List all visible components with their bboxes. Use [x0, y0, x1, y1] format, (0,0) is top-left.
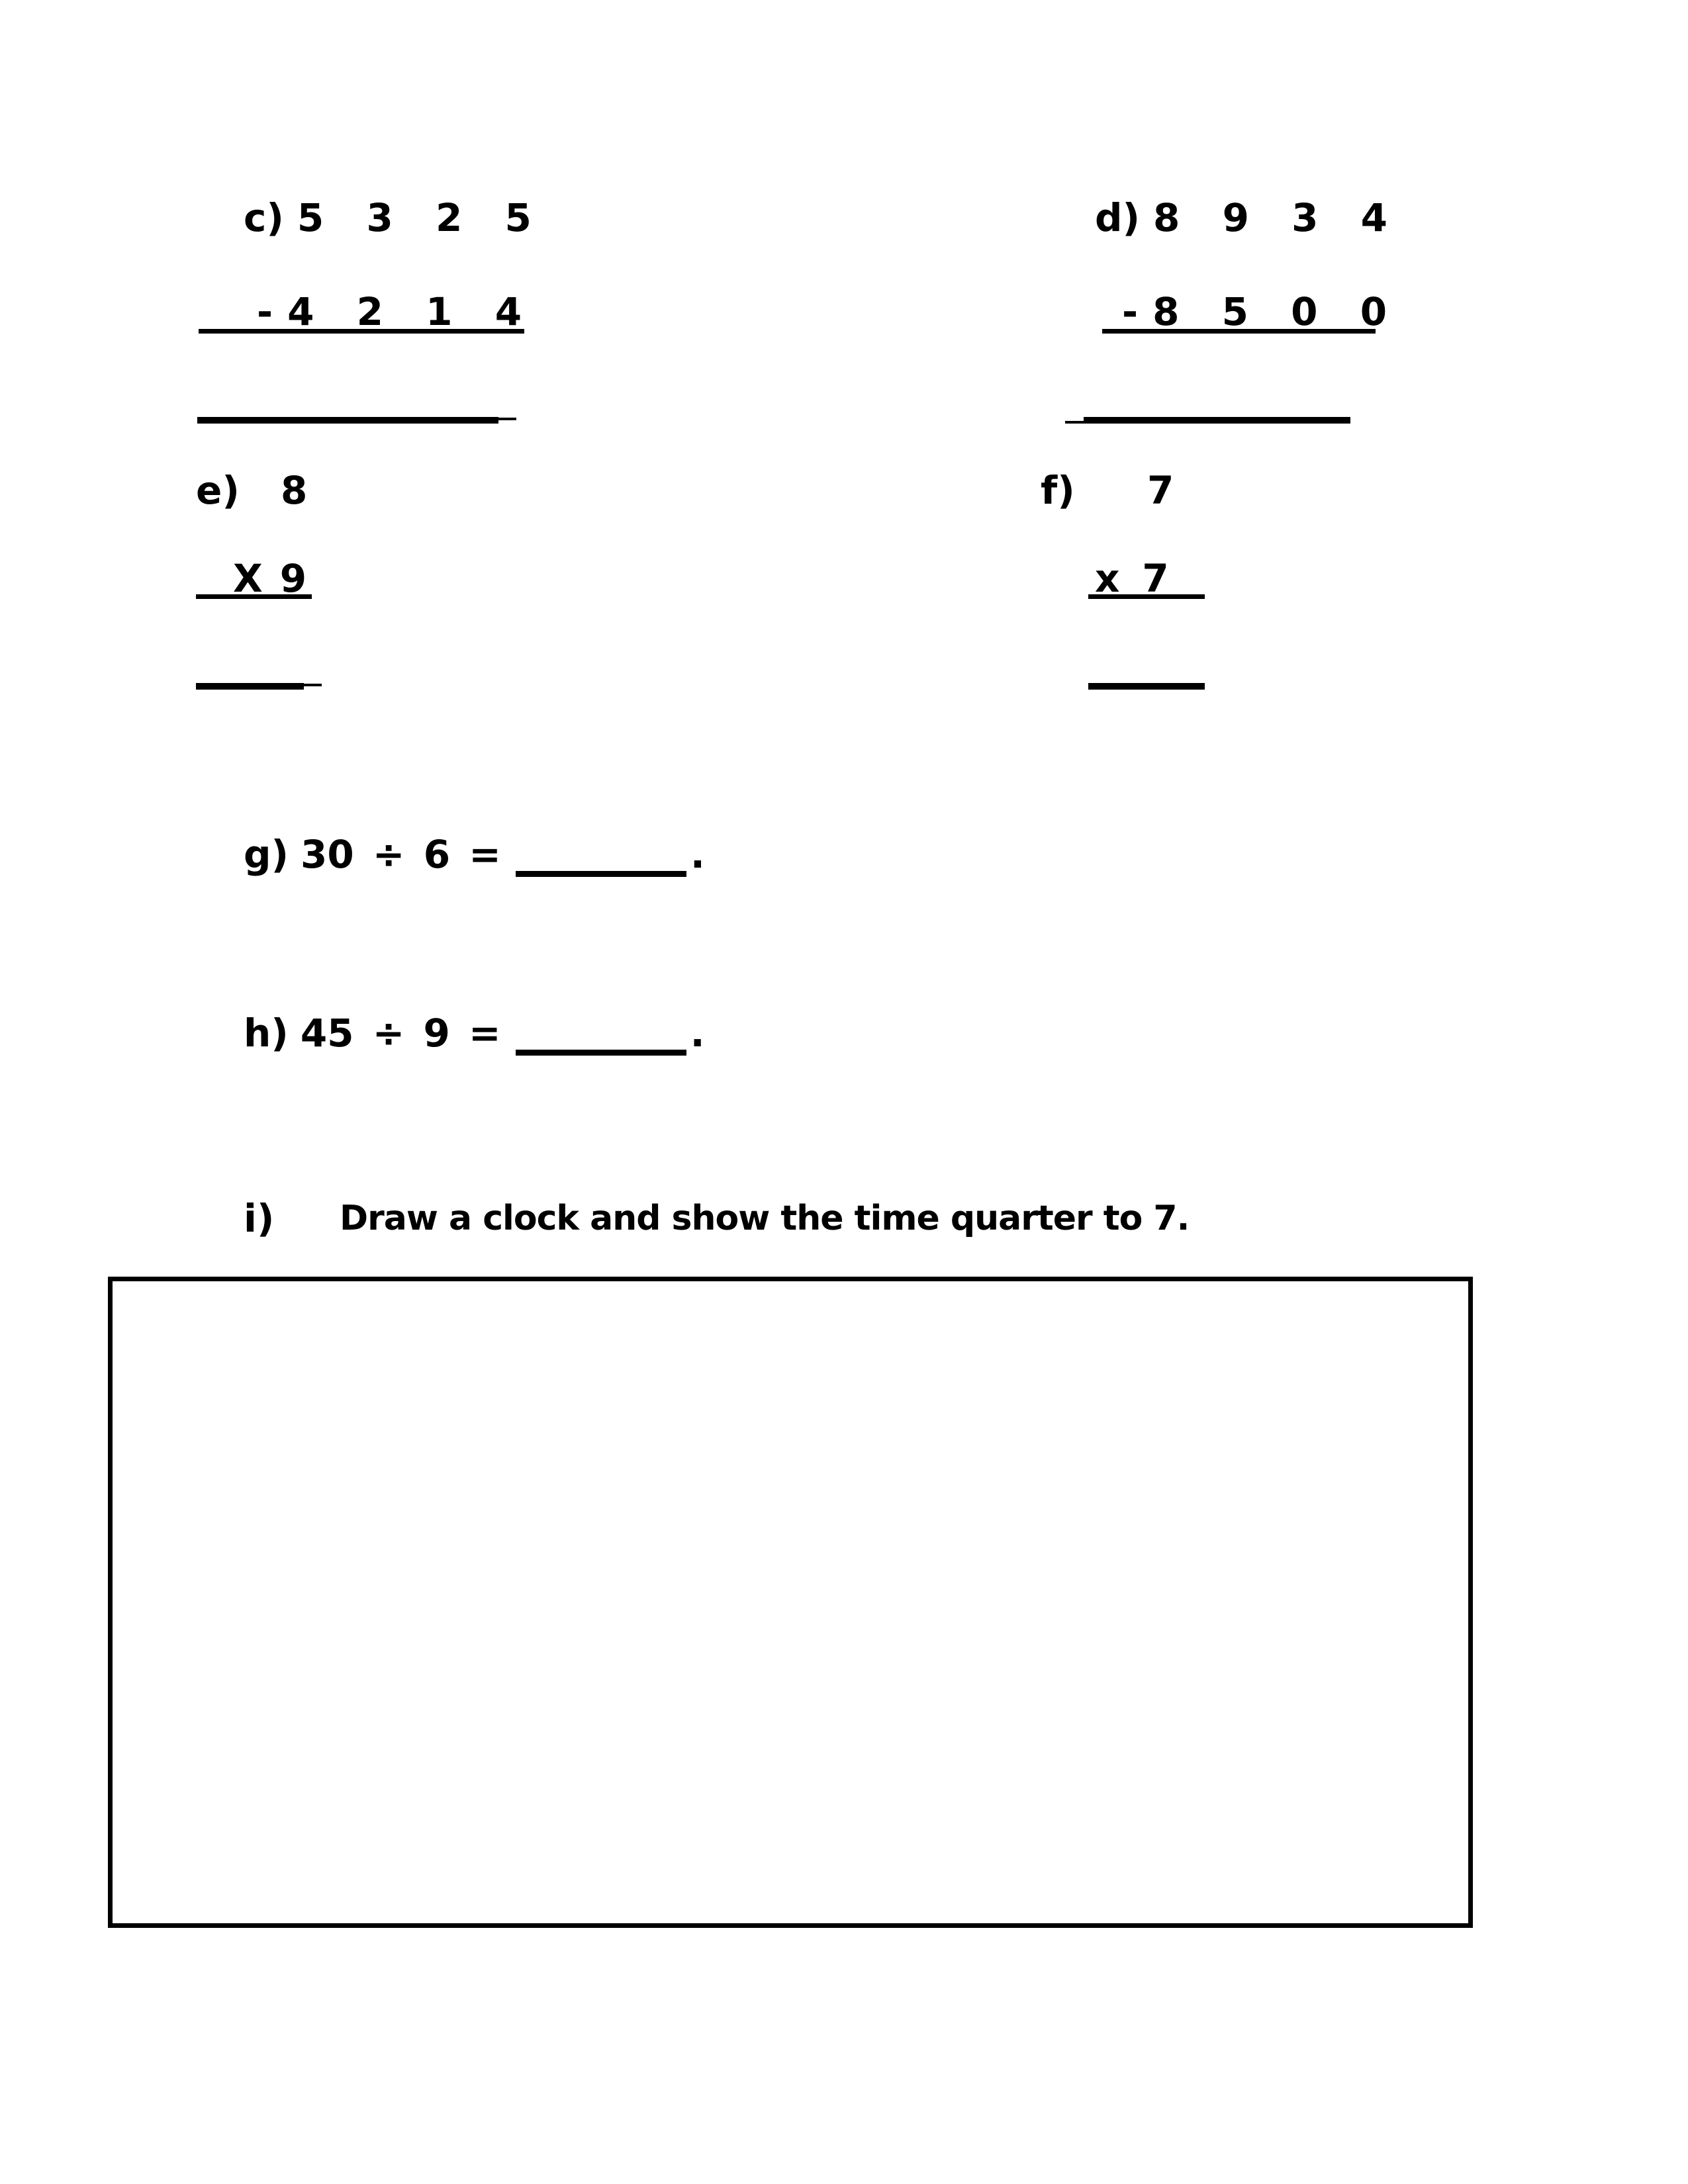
problem-f-multiplier-row [1088, 556, 1205, 601]
problem-d-label: d) [1095, 195, 1141, 240]
problem-e-multiplier-row [196, 556, 312, 601]
answer-line-segment [197, 417, 498, 424]
answer-line-tail [1065, 421, 1084, 424]
problem-g-expression: 30 ÷ 6 = [301, 832, 501, 877]
answer-line-segment [1088, 683, 1205, 690]
problem-h-period: . [690, 1011, 705, 1056]
problem-i-instruction: Draw a clock and show the time quarter to 7. [340, 1199, 1190, 1238]
problem-h-row [244, 1011, 705, 1056]
problem-c-answer-line [197, 417, 516, 424]
problem-c-minus-sign: - [257, 289, 273, 334]
problem-d-minus-sign: - [1122, 289, 1139, 334]
problem-h-expression: 45 ÷ 9 = [300, 1011, 501, 1056]
problem-d-minuend-row [1095, 195, 1388, 240]
problem-d-answer-line [1065, 417, 1350, 424]
answer-line-tail [498, 418, 516, 420]
problem-c-subtrahend: 4 2 1 4 [287, 289, 522, 334]
problem-f-times-sign: x [1095, 556, 1120, 601]
problem-c-minuend: 5 3 2 5 [297, 195, 532, 240]
problem-c-minuend-row [244, 195, 532, 240]
problem-f-multiplier: 7 [1142, 556, 1169, 601]
problem-d-subtrahend-row [1102, 289, 1387, 334]
problem-g-label: g) [244, 832, 289, 877]
problem-h-answer-blank [516, 1015, 686, 1056]
problem-d-minuend: 8 9 3 4 [1153, 195, 1388, 240]
problem-e-top-row [196, 468, 308, 513]
problem-c-label: c) [244, 195, 284, 240]
clock-drawing-box [108, 1277, 1473, 1928]
answer-line-tail [304, 684, 322, 686]
problem-e-multiplicand: 8 [281, 468, 308, 513]
problem-d-subtrahend: 8 5 0 0 [1152, 289, 1387, 334]
answer-line-segment [196, 683, 304, 690]
problem-f-multiplicand: 7 [1147, 468, 1174, 513]
problem-e-multiplier: 9 [279, 556, 307, 601]
problem-c-subtrahend-row [199, 289, 524, 334]
problem-f-top-row [1041, 468, 1174, 513]
problem-f-label: f) [1041, 468, 1075, 513]
problem-g-period: . [690, 832, 705, 877]
problem-g-row [244, 832, 705, 877]
problem-f-answer-line [1088, 683, 1205, 690]
answer-line-segment [1084, 417, 1350, 424]
problem-h-label: h) [244, 1011, 289, 1056]
problem-e-label: e) [196, 468, 240, 513]
problem-e-answer-line [196, 683, 322, 690]
problem-i-label: i) [244, 1196, 275, 1241]
problem-g-answer-blank [516, 837, 686, 877]
problem-e-times-sign: X [233, 556, 263, 601]
